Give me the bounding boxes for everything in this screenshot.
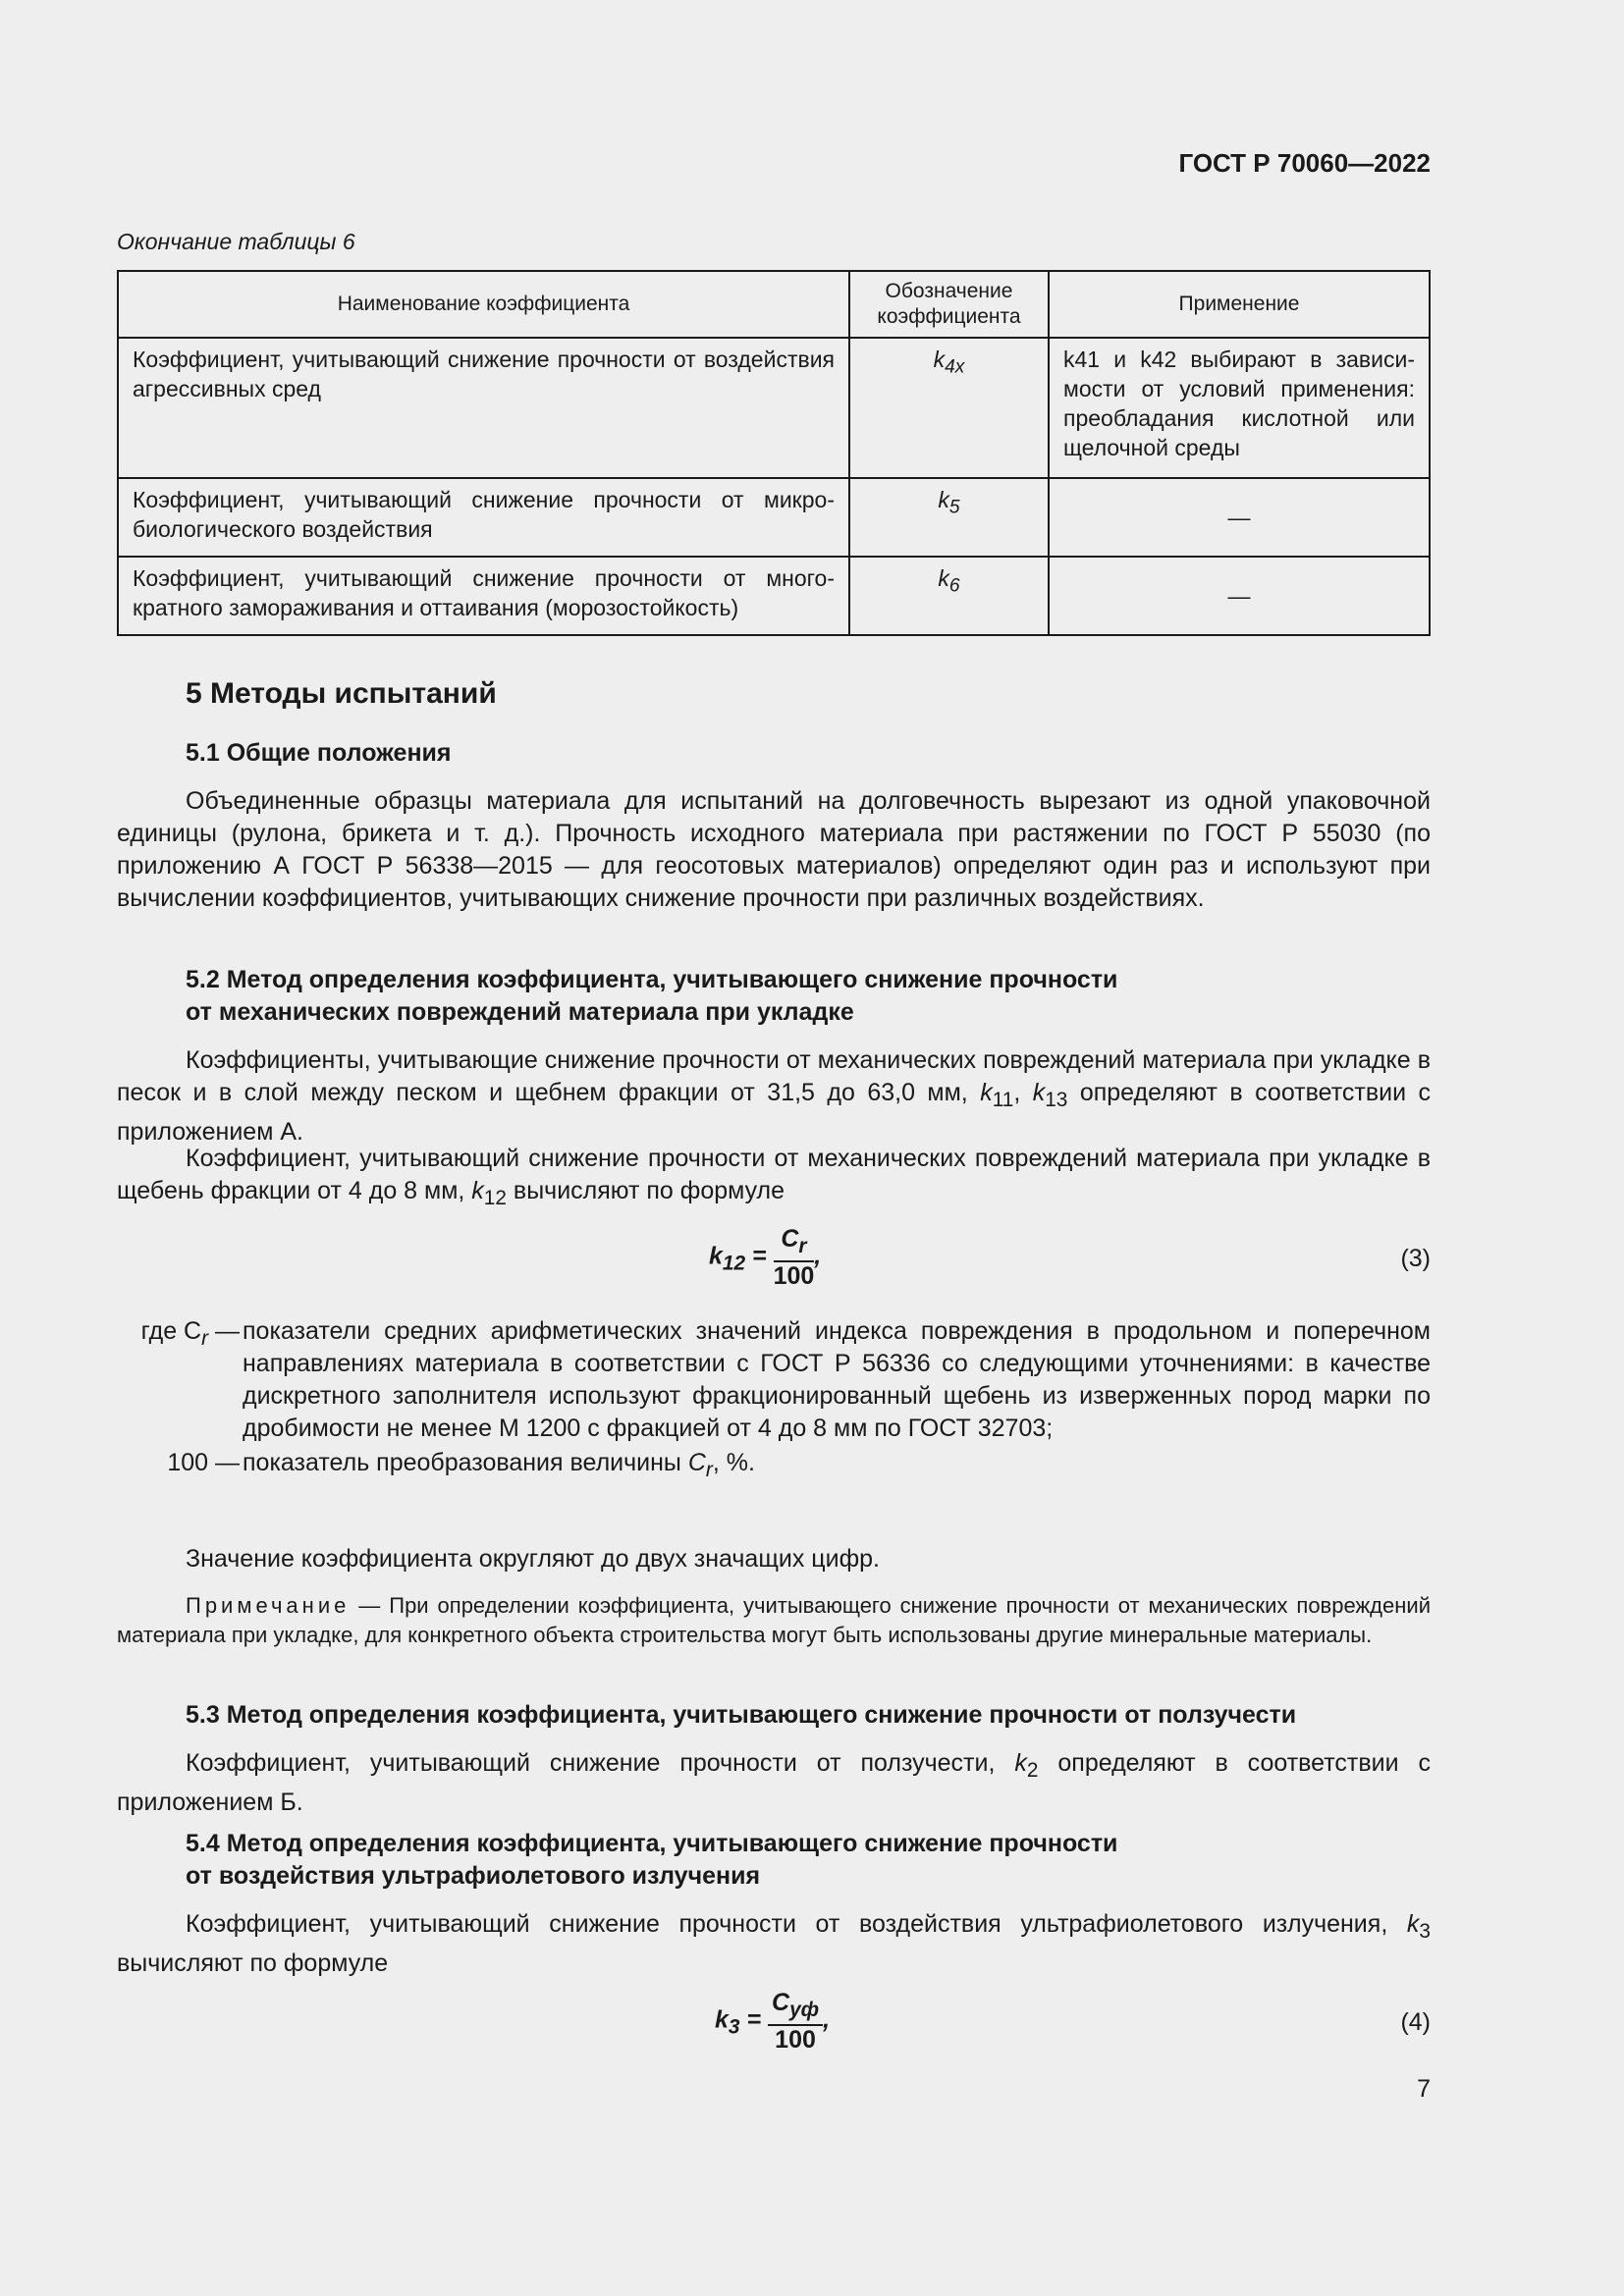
section-5-4-title: 5.4 Метод определения коэффициента, учитывающего снижение прочности от воздействия ультрафиолетового излучения bbox=[186, 1830, 1118, 1890]
table-row bbox=[118, 557, 1430, 635]
section-5-2-title: 5.2 Метод определения коэффициента, учитывающего снижение прочности от механических повреждений материала при укладке bbox=[186, 966, 1118, 1026]
legend-item: где $C_r$ — показатели средних арифметических значений индекса повреждения в продольном и поперечном направлениях материала в соответствии с ГОСТ Р 56336 со следующими уточнениями: в качестве дискретного заполнителя используют фракционированный щебень из изверженных пород марки по дробимости не менее М 1200 с фракцией от 4 до 8 мм по ГОСТ 32703; bbox=[140, 1317, 1431, 1442]
table-header-row bbox=[118, 271, 1430, 338]
coefficient-name: Коэффициент, учитывающий снижение прочности от микробиологического воздействия bbox=[118, 478, 849, 557]
formula-4: $k_3$ = $\frac{C_{уф}}{100}$ , bbox=[715, 1989, 831, 2054]
coefficient-name: Коэффициент, учитывающий снижение прочности от воздействия агрессивных сред bbox=[118, 338, 849, 478]
coefficient-application: k41 и k42 выбирают в зависимости от условий применения: преобладания кислотной или щелочной среды bbox=[1049, 338, 1430, 478]
section-5-3-text: Коэффициент, учитывающий снижение прочности от ползучести, $k_2$ определяют в соответствии с приложением Б. bbox=[117, 1749, 1431, 1816]
column-header-application: Применение bbox=[1049, 271, 1430, 338]
coefficient-symbol: $k_{4x}$ bbox=[849, 338, 1049, 478]
table-caption: Окончание таблицы 6 bbox=[117, 229, 355, 254]
page-number: 7 bbox=[1417, 2075, 1431, 2103]
section-5-title: 5 Методы испытаний bbox=[186, 677, 497, 710]
coefficient-name: Коэффициент, учитывающий снижение прочности от многократного замораживания и оттаивания (морозостойкость) bbox=[118, 557, 849, 635]
section-5-4-text: Коэффициент, учитывающий снижение прочности от воздействия ультрафиолетового излучения, $k_3$ вычисляют по формуле bbox=[117, 1910, 1431, 1977]
section-5-2-paragraph-2: Коэффициент, учитывающий снижение прочности от механических повреждений материала при укладке в щебень фракции от 4 до 8 мм, $k_{12}$ вычисляют по формуле bbox=[117, 1145, 1431, 1209]
coefficient-application: — bbox=[1049, 557, 1430, 635]
coefficient-application: — bbox=[1049, 478, 1430, 557]
section-5-2-paragraph-1: Коэффициенты, учитывающие снижение прочности от механических повреждений материала при укладке в песок и в слой между песком и щебнем фракции от 31,5 до 63,0 мм, $k_{11}$, $k_{13}$ определяют в соответствии с приложением А. bbox=[117, 1046, 1431, 1146]
coefficients-table bbox=[117, 270, 1431, 636]
table-row bbox=[118, 338, 1430, 478]
equation-number-3: (3) bbox=[1400, 1245, 1431, 1272]
equation-number-4: (4) bbox=[1400, 2008, 1431, 2036]
column-header-symbol: Обозначение коэффициента bbox=[849, 271, 1049, 338]
section-5-3-title: 5.3 Метод определения коэффициента, учитывающего снижение прочности от ползучести bbox=[186, 1701, 1297, 1729]
section-5-1-text: Объединенные образцы материала для испытаний на долговечность вырезают из одной упаковочной единицы (рулона, брикета и т. д.). Прочность исходного материала при растяжении по ГОСТ Р 55030 (по приложению А ГОСТ Р 56338—2015 — для геосотовых материалов) определяют один раз и используют при вычислении коэффициентов, учитывающих снижение прочности при различных воздействиях. bbox=[117, 787, 1431, 912]
legend-item: 100 — показатель преобразования величины $C_r$, %. bbox=[167, 1449, 755, 1481]
table-row bbox=[118, 478, 1430, 557]
note: Примечание — При определении коэффициента, учитывающего снижение прочности от механических повреждений материала при укладке, для конкретного объекта строительства могут быть использованы другие минеральные материалы. bbox=[117, 1593, 1431, 1647]
document-code: ГОСТ Р 70060—2022 bbox=[1178, 148, 1431, 178]
formula-3-legend bbox=[117, 1315, 1431, 1486]
rounding-rule: Значение коэффициента округляют до двух значащих цифр. bbox=[186, 1545, 880, 1573]
formula-3: $k_{12}$ = $\frac{C_r}{100}$ , bbox=[709, 1225, 822, 1290]
column-header-name: Наименование коэффициента bbox=[118, 271, 849, 338]
section-5-1-title: 5.1 Общие положения bbox=[186, 739, 452, 767]
coefficient-symbol: $k_5$ bbox=[849, 478, 1049, 557]
coefficient-symbol: $k_6$ bbox=[849, 557, 1049, 635]
